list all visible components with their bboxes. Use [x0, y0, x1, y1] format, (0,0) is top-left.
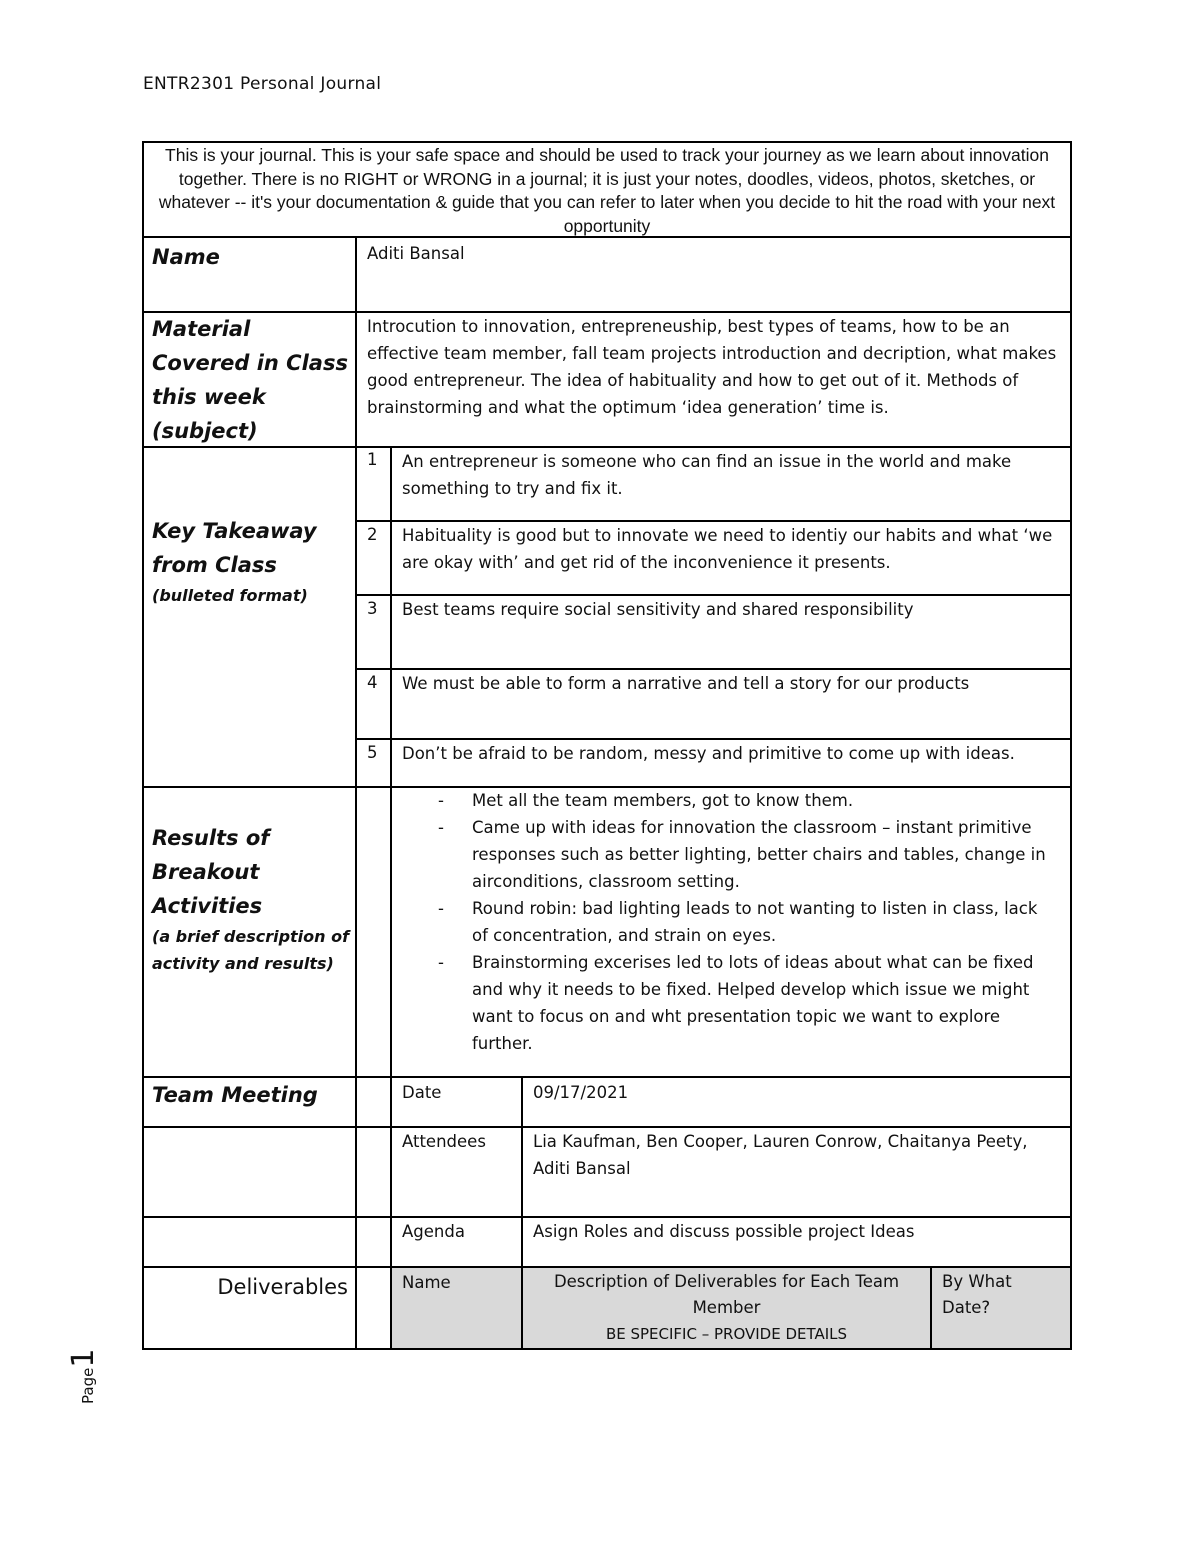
takeaway-num-4: 4: [367, 673, 378, 692]
attendees-label: Attendees: [402, 1132, 486, 1151]
name-label: Name: [152, 245, 220, 269]
takeaway-text-2: Habituality is good but to innovate we need to identiy our habits and what ‘we are okay with’ and get rid of the inconvenience it presents.: [402, 526, 1053, 572]
takeaway-num-5: 5: [367, 743, 378, 762]
list-item: - Came up with ideas for innovation the classroom – instant primitive responses such as better lighting, better chairs and tables, change in airconditions, classroom setting.: [438, 818, 1046, 891]
deliverables-description-header: Description of Deliverables for Each Team Member BE SPECIFIC – PROVIDE DETAILS: [553, 1272, 900, 1343]
takeaway-text-1: An entrepreneur is someone who can find an issue in the world and make something to try and fix it.: [402, 452, 1012, 498]
agenda-label: Agenda: [402, 1222, 465, 1241]
takeaway-num-1: 1: [367, 450, 378, 469]
takeaway-num-2: 2: [367, 525, 378, 544]
deliverables-name-header: Name: [402, 1273, 451, 1292]
list-item: - Round robin: bad lighting leads to not wanting to listen in class, lack of concentration, and strain on eyes.: [438, 899, 1038, 945]
attendees-value: Lia Kaufman, Ben Cooper, Lauren Conrow, Chaitanya Peety, Aditi Bansal: [533, 1132, 1028, 1178]
document-header: ENTR2301 Personal Journal: [143, 74, 382, 94]
breakout-label: Results of Breakout Activities (a brief description of activity and results): [152, 826, 350, 973]
breakout-list: [438, 787, 1057, 1057]
name-value: Aditi Bansal: [367, 244, 465, 263]
material-value: Introcution to innovation, entrepreneuship, best types of teams, how to be an effective team member, fall team projects introduction and decription, what makes good entrepreneur. The idea of habituality and how to get out of it. Methods of brainstorming and what the optimum ‘idea generation’ time is.: [367, 317, 1057, 417]
deliverables-label: Deliverables: [217, 1275, 348, 1299]
page-label: Page: [79, 1367, 97, 1404]
team-meeting-label: Team Meeting: [152, 1083, 318, 1107]
page-number-value: 1: [66, 1348, 101, 1368]
page-number: [60, 1342, 100, 1412]
takeaway-label: Key Takeaway from Class (bulleted format): [152, 519, 317, 605]
takeaway-text-3: Best teams require social sensitivity and shared responsibility: [402, 600, 914, 619]
material-label: Material Covered in Class this week (subject): [152, 317, 348, 443]
takeaway-text-5: Don’t be afraid to be random, messy and primitive to come up with ideas.: [402, 744, 1015, 763]
agenda-value: Asign Roles and discuss possible project Ideas: [533, 1222, 915, 1241]
list-item: - Met all the team members, got to know them.: [438, 791, 854, 810]
takeaway-text-4: We must be able to form a narrative and tell a story for our products: [402, 674, 970, 693]
takeaway-num-3: 3: [367, 599, 378, 618]
date-value: 09/17/2021: [533, 1083, 629, 1102]
deliverables-date-header: By What Date?: [942, 1272, 1012, 1317]
intro-text: This is your journal. This is your safe space and should be used to track your journey as we learn about innovation together. There is no RIGHT or WRONG in a journal; it is just your notes, doodles, videos, photos, sketches, or whatever -- it's your documentation & guide that you can refer to later when you decide to hit the road with your next opportunity: [158, 145, 1056, 236]
date-label: Date: [402, 1083, 442, 1102]
list-item: - Brainstorming excerises led to lots of ideas about what can be fixed and why it needs to be fixed. Helped develop which issue we might want to focus on and wht presentation topic we want to explore further.: [438, 953, 1034, 1053]
